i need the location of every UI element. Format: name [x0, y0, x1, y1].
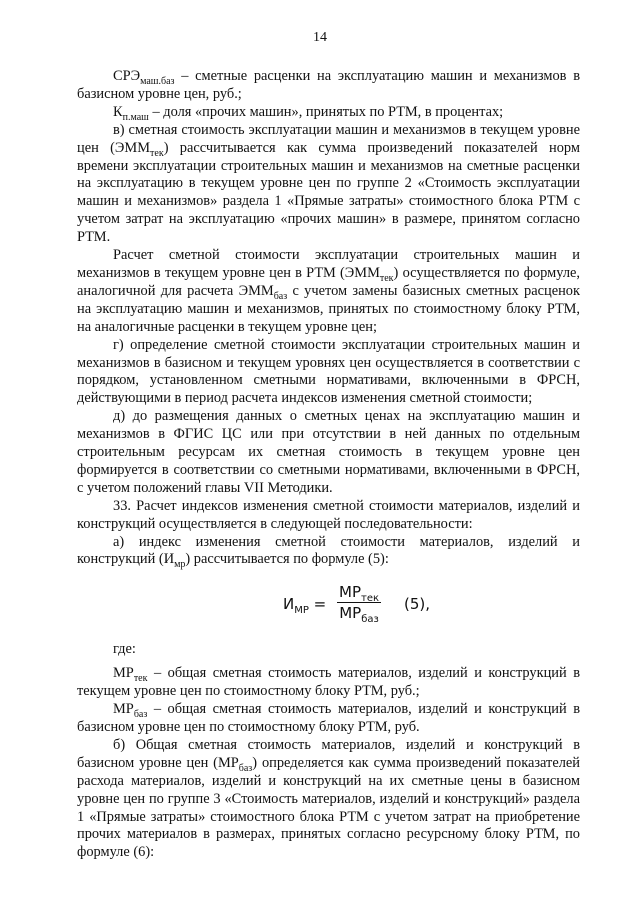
formula-fraction — [337, 583, 381, 626]
paragraph-where: где: — [113, 641, 136, 658]
formula-reference: (5), — [404, 595, 431, 614]
paragraph-item-b: б) Общая сметная стоимость материалов, изделий и конструкций в базисном уровне цен $(МР_{баз})$ определяется как сумма произведений показателей расхода материалов, изделий и конструкций на их сметные цены в базисном уровне цен по группе 3 «Стоимость материалов, изделий и конструкций» раздела 1 «Прямые затраты» стоимостного блока РТМ с учетом затрат на приобретение прочих материалов в размерах, принятых согласно ресурсному блоку РТМ, по формуле (6): — [77, 736, 580, 861]
formula-denominator: $МР_{баз}$ — [339, 604, 379, 626]
paragraph-kpmash-definition: $К_{п.маш}$ – доля «прочих машин», принятых по РТМ, в процентах; — [113, 103, 504, 123]
paragraph-mr-base-definition: $МР_{баз}$ – общая сметная стоимость материалов, изделий и конструкций в базисном уровне цен по стоимостному блоку РТМ, руб. — [77, 701, 580, 735]
paragraph-mr-current-definition: $МР_{тек}$ – общая сметная стоимость материалов, изделий и конструкций в текущем уровне цен по стоимостному блоку РТМ, руб.; — [77, 665, 580, 700]
page-number: 14 — [313, 30, 327, 45]
paragraph-item-d: д) до размещения данных о сметных ценах на эксплуатацию машин и механизмов в ФГИС ЦС или при отсутствии в ней данных по отдельным строительным ресурсам их сметная стоимость в текущем уровне цен формируется в соответствии со сметными нормативами, включенными в ФРСН, с учетом положений главы VII Методики. — [77, 408, 580, 496]
formula-numerator: $МР_{тек}$ — [339, 583, 380, 605]
document-body — [77, 68, 580, 862]
paragraph-srm-definition: $СРЭ_{маш.баз}$ – сметные расценки на эксплуатацию машин и механизмов в базисном уровне цен, руб.; — [77, 68, 580, 102]
paragraph-item-g: г) определение сметной стоимости эксплуатации строительных машин и механизмов в базисном и текущем уровнях цен осуществляется в соответствии с порядком, установленном сметными нормативами, включенными в ФРСН, действующими в период расчета индексов изменения сметной стоимости; — [77, 336, 580, 407]
paragraph-emm-current: Расчет сметной стоимости эксплуатации строительных машин и механизмов в текущем уровне цен в РТМ $(ЭММ_{тек})$ осуществляется по формуле, аналогичной для расчета $ЭММ_{баз}$ с учетом замены базисных сметных расценок на эксплуатацию машин и механизмов, принятых по стоимостному блоку РТМ, на аналогичные расценки в текущем уровне цен; — [77, 247, 580, 335]
paragraph-item-v: в) сметная стоимость эксплуатации машин и механизмов в текущем уровне цен $(ЭММ_{тек})$ рассчитывается как сумма произведений показателей норм времени эксплуатации строительных машин и механизмов на сметные расценки на эксплуатацию в текущем уровне цен по группе 2 «Стоимость эксплуатации машин и механизмов» раздела 1 «Прямые затраты» стоимостного блока РТМ с учетом затрат на эксплуатацию «прочих машин» в размере, принятом согласно РТМ. — [77, 121, 580, 246]
paragraph-item-a: а) индекс изменения сметной стоимости материалов, изделий и конструкций $(И_{мр})$ рассчитывается по формуле (5): — [77, 533, 580, 571]
formula-lhs: $И_{МР}$ = — [283, 595, 327, 617]
formula-5 — [77, 577, 580, 635]
paragraph-section-33: 33. Расчет индексов изменения сметной стоимости материалов, изделий и конструкций осуществляется в следующей последовательности: — [77, 497, 580, 532]
